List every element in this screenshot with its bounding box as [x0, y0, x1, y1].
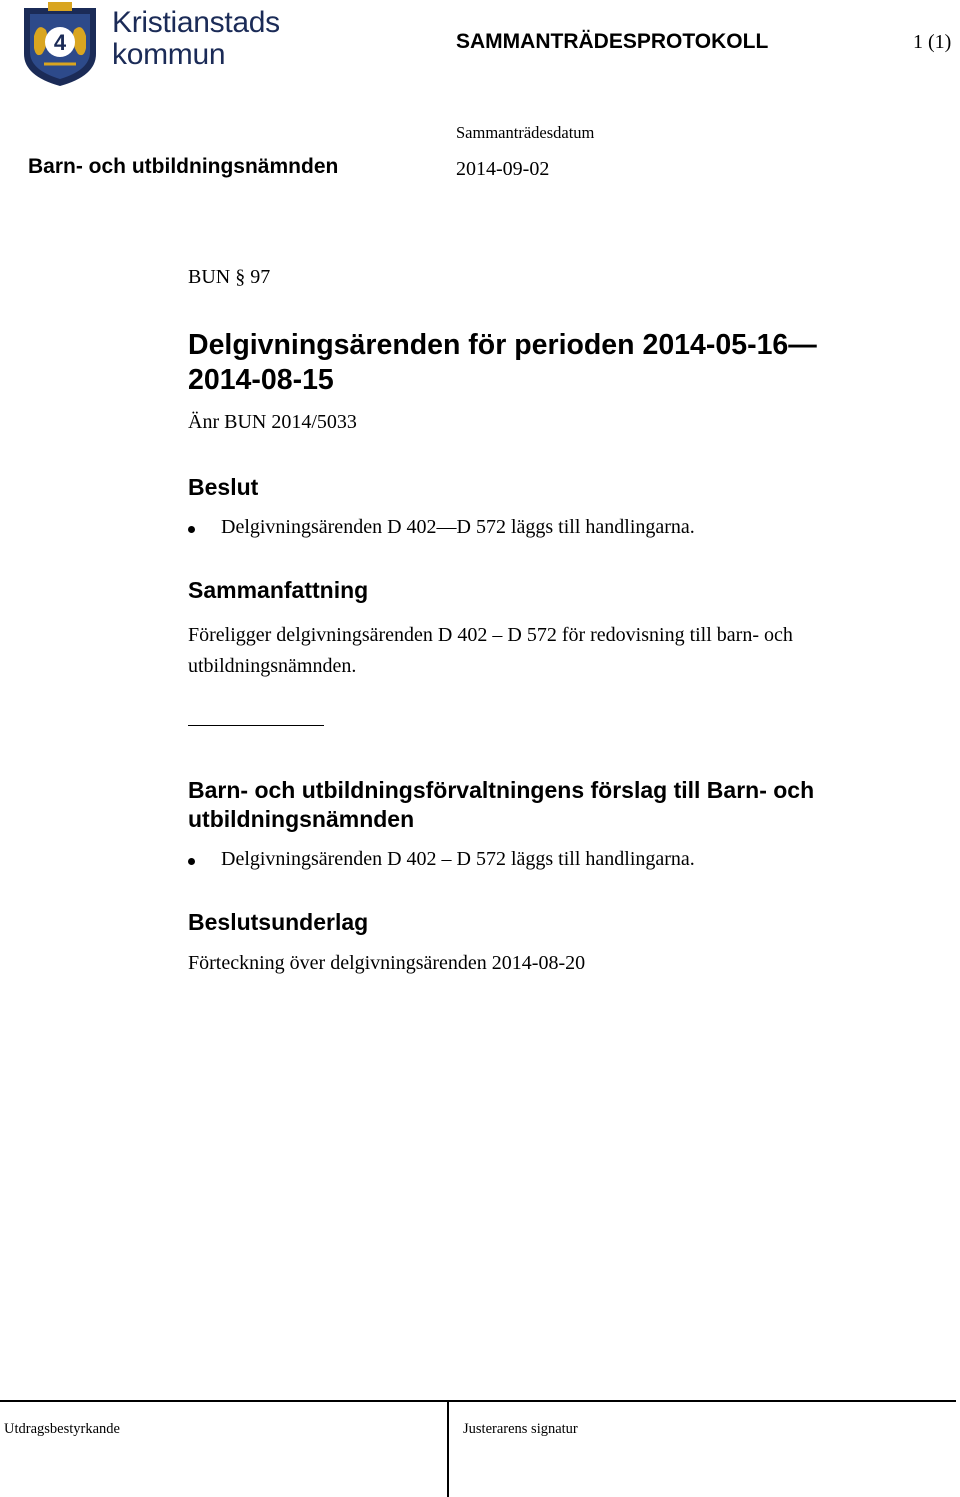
page-count: 1 (1) — [913, 31, 952, 53]
footer-extract-certification-label: Utdragsbestyrkande — [4, 1421, 120, 1437]
proposal-bullet-text: Delgivningsärenden D 402 – D 572 läggs till handlingarna. — [221, 848, 695, 870]
committee-name: Barn- och utbildningsnämnden — [28, 155, 339, 178]
bullet-icon — [188, 526, 195, 533]
decision-bullet-text: Delgivningsärenden D 402—D 572 läggs till handlingarna. — [221, 516, 695, 538]
proposal-heading: Barn- och utbildningsförvaltningens förslag till Barn- och utbildningsnämnden — [188, 777, 815, 832]
item-title: Delgivningsärenden för perioden 2014-05-16—2014-08-15 — [188, 329, 817, 396]
decision-heading: Beslut — [188, 474, 259, 500]
kristianstads-kommun-logo — [20, 2, 300, 90]
logo-text-line1: Kristianstads — [112, 6, 280, 39]
basis-heading: Beslutsunderlag — [188, 909, 369, 935]
bullet-icon — [188, 858, 195, 865]
basis-text: Förteckning över delgivningsärenden 2014-08-20 — [188, 952, 586, 974]
footer-rule — [0, 1400, 956, 1402]
footer-signature-label: Justerarens signatur — [463, 1421, 578, 1437]
svg-text:4: 4 — [53, 30, 67, 55]
meeting-date: 2014-09-02 — [456, 158, 550, 180]
document-type: SAMMANTRÄDESPROTOKOLL — [456, 30, 769, 53]
paragraph-number: BUN § 97 — [188, 266, 271, 288]
logo-text-line2: kommun — [112, 38, 226, 71]
summary-text: Föreligger delgivningsärenden D 402 – D 572 för redovisning till barn- och utbildningsnämnden. — [188, 624, 793, 677]
case-number: Änr BUN 2014/5033 — [188, 411, 357, 433]
summary-heading: Sammanfattning — [188, 577, 369, 603]
meeting-date-label: Sammanträdesdatum — [456, 123, 595, 142]
footer-divider — [447, 1400, 449, 1497]
section-separator — [188, 725, 324, 726]
coat-of-arms-icon — [20, 2, 100, 88]
